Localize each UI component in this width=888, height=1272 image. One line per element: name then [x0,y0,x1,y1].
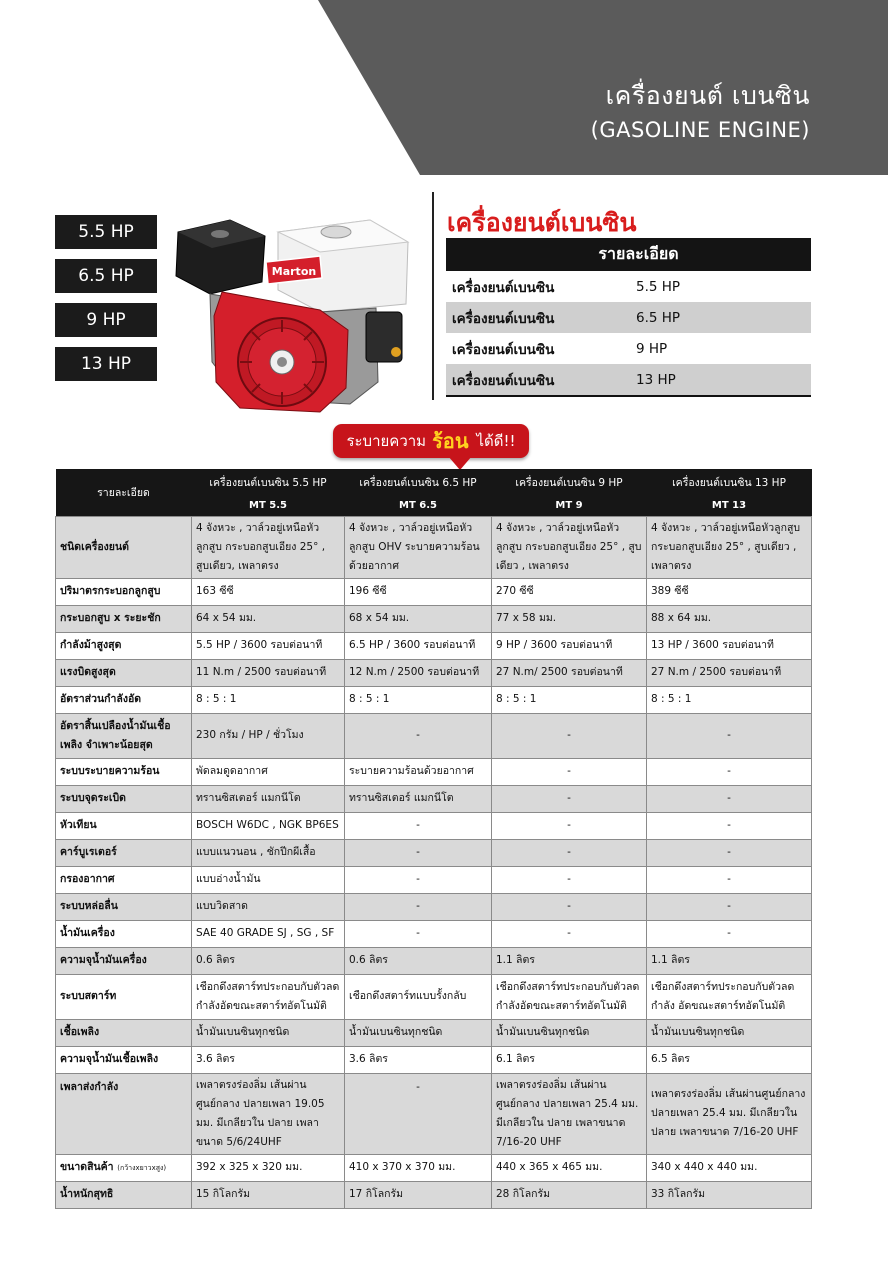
spec-cell: - [647,920,812,947]
table-row [56,578,812,605]
spec-cell: 28 กิโลกรัม [492,1181,647,1208]
summary-row [446,333,811,364]
table-row [56,605,812,632]
spec-cell: 88 x 64 มม. [647,605,812,632]
table-row [56,1019,812,1046]
spec-cell: - [345,1073,492,1154]
badge-text-after: ได้ดี!! [476,432,516,450]
badge-text-before: ระบายความ [346,432,427,450]
spec-row-label-group [56,1154,192,1181]
spec-cell: เชือกดึงสตาร์ทประกอบกับตัวลด กำลังอัดขณะสตาร์ทอัตโนมัติ [192,974,345,1019]
spec-cell: - [492,866,647,893]
spec-cell: 4 จังหวะ , วาล์วอยู่เหนือหัวลูกสูบ กระบอกสูบเอียง 25° , สูบเดียว, เพลาตรง [192,516,345,578]
spec-cell: 163 ซีซี [192,578,345,605]
spec-row-label: กำลังม้าสูงสุด [56,632,192,659]
spec-cell: 4 จังหวะ , วาล์วอยู่เหนือหัวลูกสูบ กระบอกสูบเอียง 25° , สูบเดียว , เพลาตรง [492,516,647,578]
summary-row-value: 5.5 HP [636,278,681,295]
spec-cell: ทรานซิสเตอร์ แมกนีโต [192,785,345,812]
spec-row-label: ความจุน้ำมันเชื้อเพลิง [56,1046,192,1073]
page-title-thai: เครื่องยนต์ เบนซิน [605,81,810,110]
hp-label: 6.5 HP [55,259,157,293]
spec-cell: เชือกดึงสตาร์ทประกอบกับตัวลดกำลัง อัดขณะสตาร์ทอัตโนมัติ [647,974,812,1019]
table-row [56,1154,812,1181]
spec-model-code: MT 5.5 [192,496,345,516]
spec-cell: แบบแนวนอน , ชักปีกผีเสื้อ [192,839,345,866]
summary-bottom-rule [446,395,811,397]
spec-row-label: ความจุน้ำมันเครื่อง [56,947,192,974]
spec-cell: - [345,713,492,758]
summary-row-name: เครื่องยนต์เบนซิน [452,279,555,296]
spec-row-label: กรองอากาศ [56,866,192,893]
badge-text-hot: ร้อน [432,429,469,453]
table-row [56,713,812,758]
spec-cell: 0.6 ลิตร [192,947,345,974]
spec-cell: เพลาตรงร่องลิ่ม เส้นผ่านศูนย์กลาง ปลายเพลา 25.4 มม. มีเกลียวในปลาย เพลาขนาด 7/16-20 UHF [647,1073,812,1154]
spec-cell: เชือกดึงสตาร์ทแบบรั้งกลับ [345,974,492,1019]
spec-cell: 5.5 HP / 3600 รอบต่อนาที [192,632,345,659]
summary-row [446,271,811,302]
spec-cell: 64 x 54 มม. [192,605,345,632]
summary-row-value: 9 HP [636,340,668,357]
spec-cell: 6.5 ลิตร [647,1046,812,1073]
spec-cell: 27 N.m / 2500 รอบต่อนาที [647,659,812,686]
hp-label-list [55,215,157,391]
table-row [56,1073,812,1154]
table-row [56,785,812,812]
spec-cell: 196 ซีซี [345,578,492,605]
spec-cell: พัดลมดูดอากาศ [192,758,345,785]
badge-pointer [448,456,472,470]
spec-cell: 8 : 5 : 1 [492,686,647,713]
spec-cell: 392 x 325 x 320 มม. [192,1154,345,1181]
spec-cell: 8 : 5 : 1 [647,686,812,713]
summary-row-name: เครื่องยนต์เบนซิน [452,341,555,358]
spec-table [55,469,812,1209]
spec-row-label: ระบบหล่อลื่น [56,893,192,920]
spec-cell: 340 x 440 x 440 มม. [647,1154,812,1181]
page-title-english: (GASOLINE ENGINE) [590,118,810,142]
spec-cell: 270 ซีซี [492,578,647,605]
section-divider [432,192,434,400]
spec-header-col: เครื่องยนต์เบนซิน 13 HP [647,469,812,496]
spec-cell: 8 : 5 : 1 [192,686,345,713]
spec-cell: 77 x 58 มม. [492,605,647,632]
spec-row-label: ปริมาตรกระบอกลูกสูบ [56,578,192,605]
spec-row-label: อัตราส่วนกำลังอัด [56,686,192,713]
spec-row-label: หัวเทียน [56,812,192,839]
spec-cell: ระบายความร้อนด้วยอากาศ [345,758,492,785]
table-row [56,866,812,893]
spec-cell: 1.1 ลิตร [492,947,647,974]
spec-cell: - [492,839,647,866]
spec-cell: - [492,812,647,839]
spec-cell: - [492,758,647,785]
spec-cell: น้ำมันเบนซินทุกชนิด [647,1019,812,1046]
spec-cell: 389 ซีซี [647,578,812,605]
spec-cell: น้ำมันเบนซินทุกชนิด [345,1019,492,1046]
hp-label: 5.5 HP [55,215,157,249]
spec-cell: 230 กรัม / HP / ชั่วโมง [192,713,345,758]
spec-cell: 6.1 ลิตร [492,1046,647,1073]
table-row [56,812,812,839]
summary-row [446,302,811,333]
spec-cell: 12 N.m / 2500 รอบต่อนาที [345,659,492,686]
spec-cell: เพลาตรงร่องลิ่ม เส้นผ่านศูนย์กลาง ปลายเพลา 25.4 มม. มีเกลียวใน ปลาย เพลาขนาด 7/16-20 UHF [492,1073,647,1154]
spec-cell: ทรานซิสเตอร์ แมกนีโต [345,785,492,812]
spec-row-label: ระบบจุดระเบิด [56,785,192,812]
spec-cell: - [345,866,492,893]
spec-cell: แบบอ่างน้ำมัน [192,866,345,893]
spec-model-code: MT 6.5 [345,496,492,516]
spec-cell: - [345,812,492,839]
spec-header-col: เครื่องยนต์เบนซิน 6.5 HP [345,469,492,496]
spec-row-label: ขนาดสินค้า [60,1160,114,1173]
spec-row-label: เชื้อเพลิง [56,1019,192,1046]
spec-cell: 410 x 370 x 370 มม. [345,1154,492,1181]
spec-cell: 3.6 ลิตร [345,1046,492,1073]
spec-row-label: เพลาส่งกำลัง [56,1073,192,1154]
spec-cell: เชือกดึงสตาร์ทประกอบกับตัวลด กำลังอัดขณะสตาร์ทอัตโนมัติ [492,974,647,1019]
spec-header-row [56,469,812,496]
summary-row-value: 6.5 HP [636,309,681,326]
spec-row-label: น้ำมันเครื่อง [56,920,192,947]
spec-cell: 3.6 ลิตร [192,1046,345,1073]
table-row [56,632,812,659]
spec-cell: - [345,920,492,947]
header-banner [0,0,888,175]
spec-model-code: MT 9 [492,496,647,516]
spec-cell: 0.6 ลิตร [345,947,492,974]
engine-brand-text: Marton [271,265,317,278]
spec-cell: - [492,785,647,812]
spec-cell: SAE 40 GRADE SJ , SG , SF [192,920,345,947]
spec-cell: 33 กิโลกรัม [647,1181,812,1208]
heat-dissipation-badge [333,424,529,458]
spec-cell: - [492,893,647,920]
spec-cell: 4 จังหวะ , วาล์วอยู่เหนือหัวลูกสูบ กระบอกสูบเอียง 25° , สูบเดียว , เพลาตรง [647,516,812,578]
hp-label: 13 HP [55,347,157,381]
spec-header-label: รายละเอียด [56,469,192,516]
summary-table [446,238,811,397]
summary-row-name: เครื่องยนต์เบนซิน [452,372,555,389]
table-row [56,758,812,785]
spec-cell: - [647,866,812,893]
spec-cell: - [345,839,492,866]
spec-cell: 4 จังหวะ , วาล์วอยู่เหนือหัวลูกสูบ OHV ระบายความร้อนด้วยอากาศ [345,516,492,578]
spec-cell: 1.1 ลิตร [647,947,812,974]
spec-cell: 6.5 HP / 3600 รอบต่อนาที [345,632,492,659]
spec-row-label-note: (กว้างxยาวxสูง) [117,1163,167,1172]
engine-illustration [170,212,415,417]
spec-row-label: ระบบระบายความร้อน [56,758,192,785]
spec-row-label: แรงบิดสูงสุด [56,659,192,686]
spec-cell: - [647,839,812,866]
spec-cell: BOSCH W6DC , NGK BP6ES [192,812,345,839]
spec-cell: น้ำมันเบนซินทุกชนิด [492,1019,647,1046]
spec-row-label: ชนิดเครื่องยนต์ [56,516,192,578]
spec-cell: - [647,785,812,812]
spec-cell: 440 x 365 x 465 มม. [492,1154,647,1181]
spec-cell: น้ำมันเบนซินทุกชนิด [192,1019,345,1046]
spec-cell: 9 HP / 3600 รอบต่อนาที [492,632,647,659]
hp-label: 9 HP [55,303,157,337]
summary-title: เครื่องยนต์เบนซิน [447,208,637,237]
spec-row-label: คาร์บูเรเตอร์ [56,839,192,866]
spec-cell: - [492,713,647,758]
spec-cell: - [647,812,812,839]
spec-cell: 11 N.m / 2500 รอบต่อนาที [192,659,345,686]
spec-cell: - [647,893,812,920]
table-row [56,1046,812,1073]
spec-header-col: เครื่องยนต์เบนซิน 5.5 HP [192,469,345,496]
spec-row-label: อัตราสิ้นเปลืองน้ำมันเชื้อเพลิง จำเพาะน้อยสุด [56,713,192,758]
spec-cell: 15 กิโลกรัม [192,1181,345,1208]
spec-model-code: MT 13 [647,496,812,516]
table-row [56,974,812,1019]
table-row [56,686,812,713]
spec-row-label: ระบบสตาร์ท [56,974,192,1019]
spec-row-label: กระบอกสูบ x ระยะชัก [56,605,192,632]
spec-cell: 68 x 54 มม. [345,605,492,632]
table-row [56,1181,812,1208]
summary-row-value: 13 HP [636,371,676,388]
table-row [56,920,812,947]
spec-header-col: เครื่องยนต์เบนซิน 9 HP [492,469,647,496]
summary-row-name: เครื่องยนต์เบนซิน [452,310,555,327]
spec-cell: - [492,920,647,947]
table-row [56,839,812,866]
spec-cell: 17 กิโลกรัม [345,1181,492,1208]
spec-cell: 27 N.m/ 2500 รอบต่อนาที [492,659,647,686]
spec-row-label: น้ำหนักสุทธิ [56,1181,192,1208]
table-row [56,659,812,686]
table-row [56,516,812,578]
spec-cell: แบบวิดสาด [192,893,345,920]
engine-image [170,212,415,417]
summary-header: รายละเอียด [446,238,811,271]
spec-cell: - [647,758,812,785]
spec-cell: 13 HP / 3600 รอบต่อนาที [647,632,812,659]
spec-cell: - [345,893,492,920]
summary-row [446,364,811,395]
spec-cell: - [647,713,812,758]
table-row [56,947,812,974]
spec-cell: 8 : 5 : 1 [345,686,492,713]
table-row [56,893,812,920]
spec-cell: เพลาตรงร่องลิ่ม เส้นผ่านศูนย์กลาง ปลายเพลา 19.05 มม. มีเกลียวใน ปลาย เพลาขนาด 5/6/24UHF [192,1073,345,1154]
